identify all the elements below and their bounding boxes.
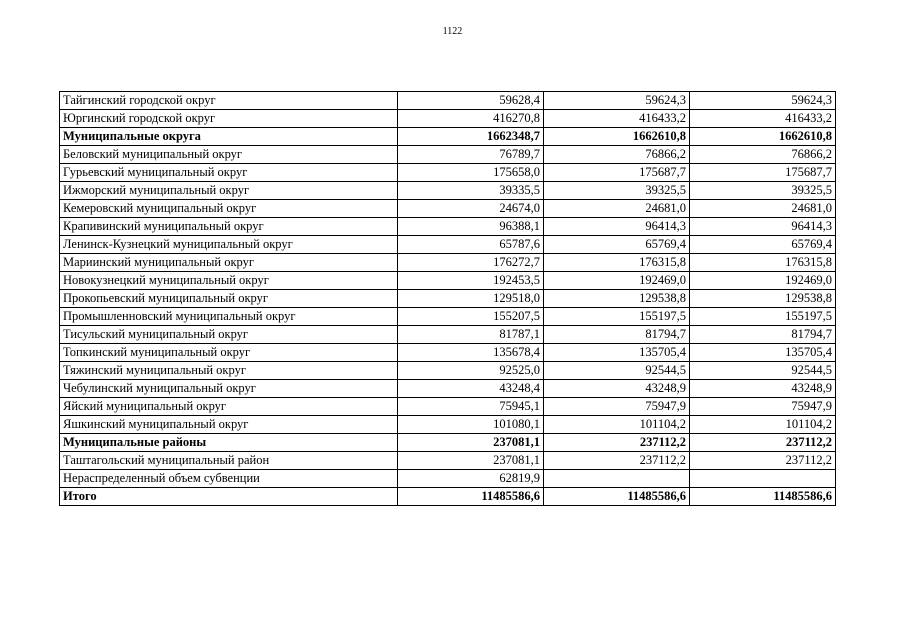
territory-name-cell: Новокузнецкий муниципальный округ [60, 272, 398, 290]
value-cell-col1: 237081,1 [398, 434, 544, 452]
value-cell-col1: 81787,1 [398, 326, 544, 344]
value-cell-col1: 76789,7 [398, 146, 544, 164]
value-cell-col1: 62819,9 [398, 470, 544, 488]
value-cell-col3: 155197,5 [690, 308, 836, 326]
value-cell-col3: 237112,2 [690, 434, 836, 452]
value-cell-col2: 237112,2 [544, 434, 690, 452]
value-cell-col3: 76866,2 [690, 146, 836, 164]
value-cell-col2: 81794,7 [544, 326, 690, 344]
table-row [60, 398, 836, 416]
page-number: 1122 [442, 26, 463, 37]
table-row [60, 344, 836, 362]
table-row [60, 326, 836, 344]
territory-name-cell: Таштагольский муниципальный район [60, 452, 398, 470]
table-body [60, 92, 836, 506]
value-cell-col2: 155197,5 [544, 308, 690, 326]
value-cell-col3: 24681,0 [690, 200, 836, 218]
value-cell-col3: 59624,3 [690, 92, 836, 110]
value-cell-col2: 175687,7 [544, 164, 690, 182]
value-cell-col1: 65787,6 [398, 236, 544, 254]
value-cell-col2: 92544,5 [544, 362, 690, 380]
value-cell-col3: 135705,4 [690, 344, 836, 362]
value-cell-col3: 11485586,6 [690, 488, 836, 506]
table-row [60, 182, 836, 200]
value-cell-col2: 39325,5 [544, 182, 690, 200]
value-cell-col1: 192453,5 [398, 272, 544, 290]
value-cell-col1: 175658,0 [398, 164, 544, 182]
value-cell-col3: 39325,5 [690, 182, 836, 200]
table-row [60, 470, 836, 488]
value-cell-col1: 176272,7 [398, 254, 544, 272]
value-cell-col2: 11485586,6 [544, 488, 690, 506]
value-cell-col2: 76866,2 [544, 146, 690, 164]
table-row [60, 92, 836, 110]
value-cell-col1: 416270,8 [398, 110, 544, 128]
table-row [60, 128, 836, 146]
value-cell-col2: 43248,9 [544, 380, 690, 398]
territory-name-cell: Муниципальные округа [60, 128, 398, 146]
value-cell-col2: 1662610,8 [544, 128, 690, 146]
subvention-table [59, 91, 836, 506]
value-cell-col2 [544, 470, 690, 488]
territory-name-cell: Чебулинский муниципальный округ [60, 380, 398, 398]
value-cell-col3: 75947,9 [690, 398, 836, 416]
territory-name-cell: Прокопьевский муниципальный округ [60, 290, 398, 308]
value-cell-col3: 416433,2 [690, 110, 836, 128]
value-cell-col1: 129518,0 [398, 290, 544, 308]
value-cell-col3: 192469,0 [690, 272, 836, 290]
value-cell-col2: 59624,3 [544, 92, 690, 110]
value-cell-col1: 75945,1 [398, 398, 544, 416]
value-cell-col3: 176315,8 [690, 254, 836, 272]
territory-name-cell: Гурьевский муниципальный округ [60, 164, 398, 182]
value-cell-col1: 43248,4 [398, 380, 544, 398]
value-cell-col1: 59628,4 [398, 92, 544, 110]
territory-name-cell: Ленинск-Кузнецкий муниципальный округ [60, 236, 398, 254]
table-row [60, 362, 836, 380]
value-cell-col2: 24681,0 [544, 200, 690, 218]
territory-name-cell: Тисульский муниципальный округ [60, 326, 398, 344]
table-row [60, 308, 836, 326]
territory-name-cell: Итого [60, 488, 398, 506]
value-cell-col1: 135678,4 [398, 344, 544, 362]
table-row [60, 416, 836, 434]
value-cell-col1: 155207,5 [398, 308, 544, 326]
value-cell-col1: 24674,0 [398, 200, 544, 218]
value-cell-col2: 237112,2 [544, 452, 690, 470]
table-row [60, 488, 836, 506]
table-row [60, 146, 836, 164]
table-row [60, 434, 836, 452]
territory-name-cell: Ижморский муниципальный округ [60, 182, 398, 200]
value-cell-col1: 92525,0 [398, 362, 544, 380]
value-cell-col3: 43248,9 [690, 380, 836, 398]
territory-name-cell: Яйский муниципальный округ [60, 398, 398, 416]
territory-name-cell: Тяжинский муниципальный округ [60, 362, 398, 380]
value-cell-col2: 129538,8 [544, 290, 690, 308]
value-cell-col3: 175687,7 [690, 164, 836, 182]
territory-name-cell: Юргинский городской округ [60, 110, 398, 128]
table-row [60, 380, 836, 398]
table-row [60, 218, 836, 236]
value-cell-col2: 65769,4 [544, 236, 690, 254]
table-row [60, 200, 836, 218]
value-cell-col2: 176315,8 [544, 254, 690, 272]
table-row [60, 110, 836, 128]
table-row [60, 290, 836, 308]
value-cell-col3: 92544,5 [690, 362, 836, 380]
value-cell-col3: 129538,8 [690, 290, 836, 308]
value-cell-col2: 75947,9 [544, 398, 690, 416]
value-cell-col1: 101080,1 [398, 416, 544, 434]
value-cell-col3: 65769,4 [690, 236, 836, 254]
territory-name-cell: Крапивинский муниципальный округ [60, 218, 398, 236]
table-row [60, 452, 836, 470]
territory-name-cell: Промышленновский муниципальный округ [60, 308, 398, 326]
value-cell-col3 [690, 470, 836, 488]
value-cell-col3: 1662610,8 [690, 128, 836, 146]
value-cell-col3: 96414,3 [690, 218, 836, 236]
value-cell-col1: 1662348,7 [398, 128, 544, 146]
table-row [60, 164, 836, 182]
table-row [60, 236, 836, 254]
value-cell-col1: 237081,1 [398, 452, 544, 470]
table-row [60, 254, 836, 272]
territory-name-cell: Тайгинский городской округ [60, 92, 398, 110]
value-cell-col2: 192469,0 [544, 272, 690, 290]
value-cell-col1: 96388,1 [398, 218, 544, 236]
value-cell-col3: 101104,2 [690, 416, 836, 434]
table-row [60, 272, 836, 290]
value-cell-col1: 39335,5 [398, 182, 544, 200]
value-cell-col2: 416433,2 [544, 110, 690, 128]
territory-name-cell: Муниципальные районы [60, 434, 398, 452]
value-cell-col2: 101104,2 [544, 416, 690, 434]
value-cell-col3: 237112,2 [690, 452, 836, 470]
territory-name-cell: Мариинский муниципальный округ [60, 254, 398, 272]
territory-name-cell: Кемеровский муниципальный округ [60, 200, 398, 218]
value-cell-col2: 96414,3 [544, 218, 690, 236]
territory-name-cell: Яшкинский муниципальный округ [60, 416, 398, 434]
value-cell-col2: 135705,4 [544, 344, 690, 362]
territory-name-cell: Нераспределенный объем субвенции [60, 470, 398, 488]
value-cell-col3: 81794,7 [690, 326, 836, 344]
value-cell-col1: 11485586,6 [398, 488, 544, 506]
territory-name-cell: Топкинский муниципальный округ [60, 344, 398, 362]
territory-name-cell: Беловский муниципальный округ [60, 146, 398, 164]
